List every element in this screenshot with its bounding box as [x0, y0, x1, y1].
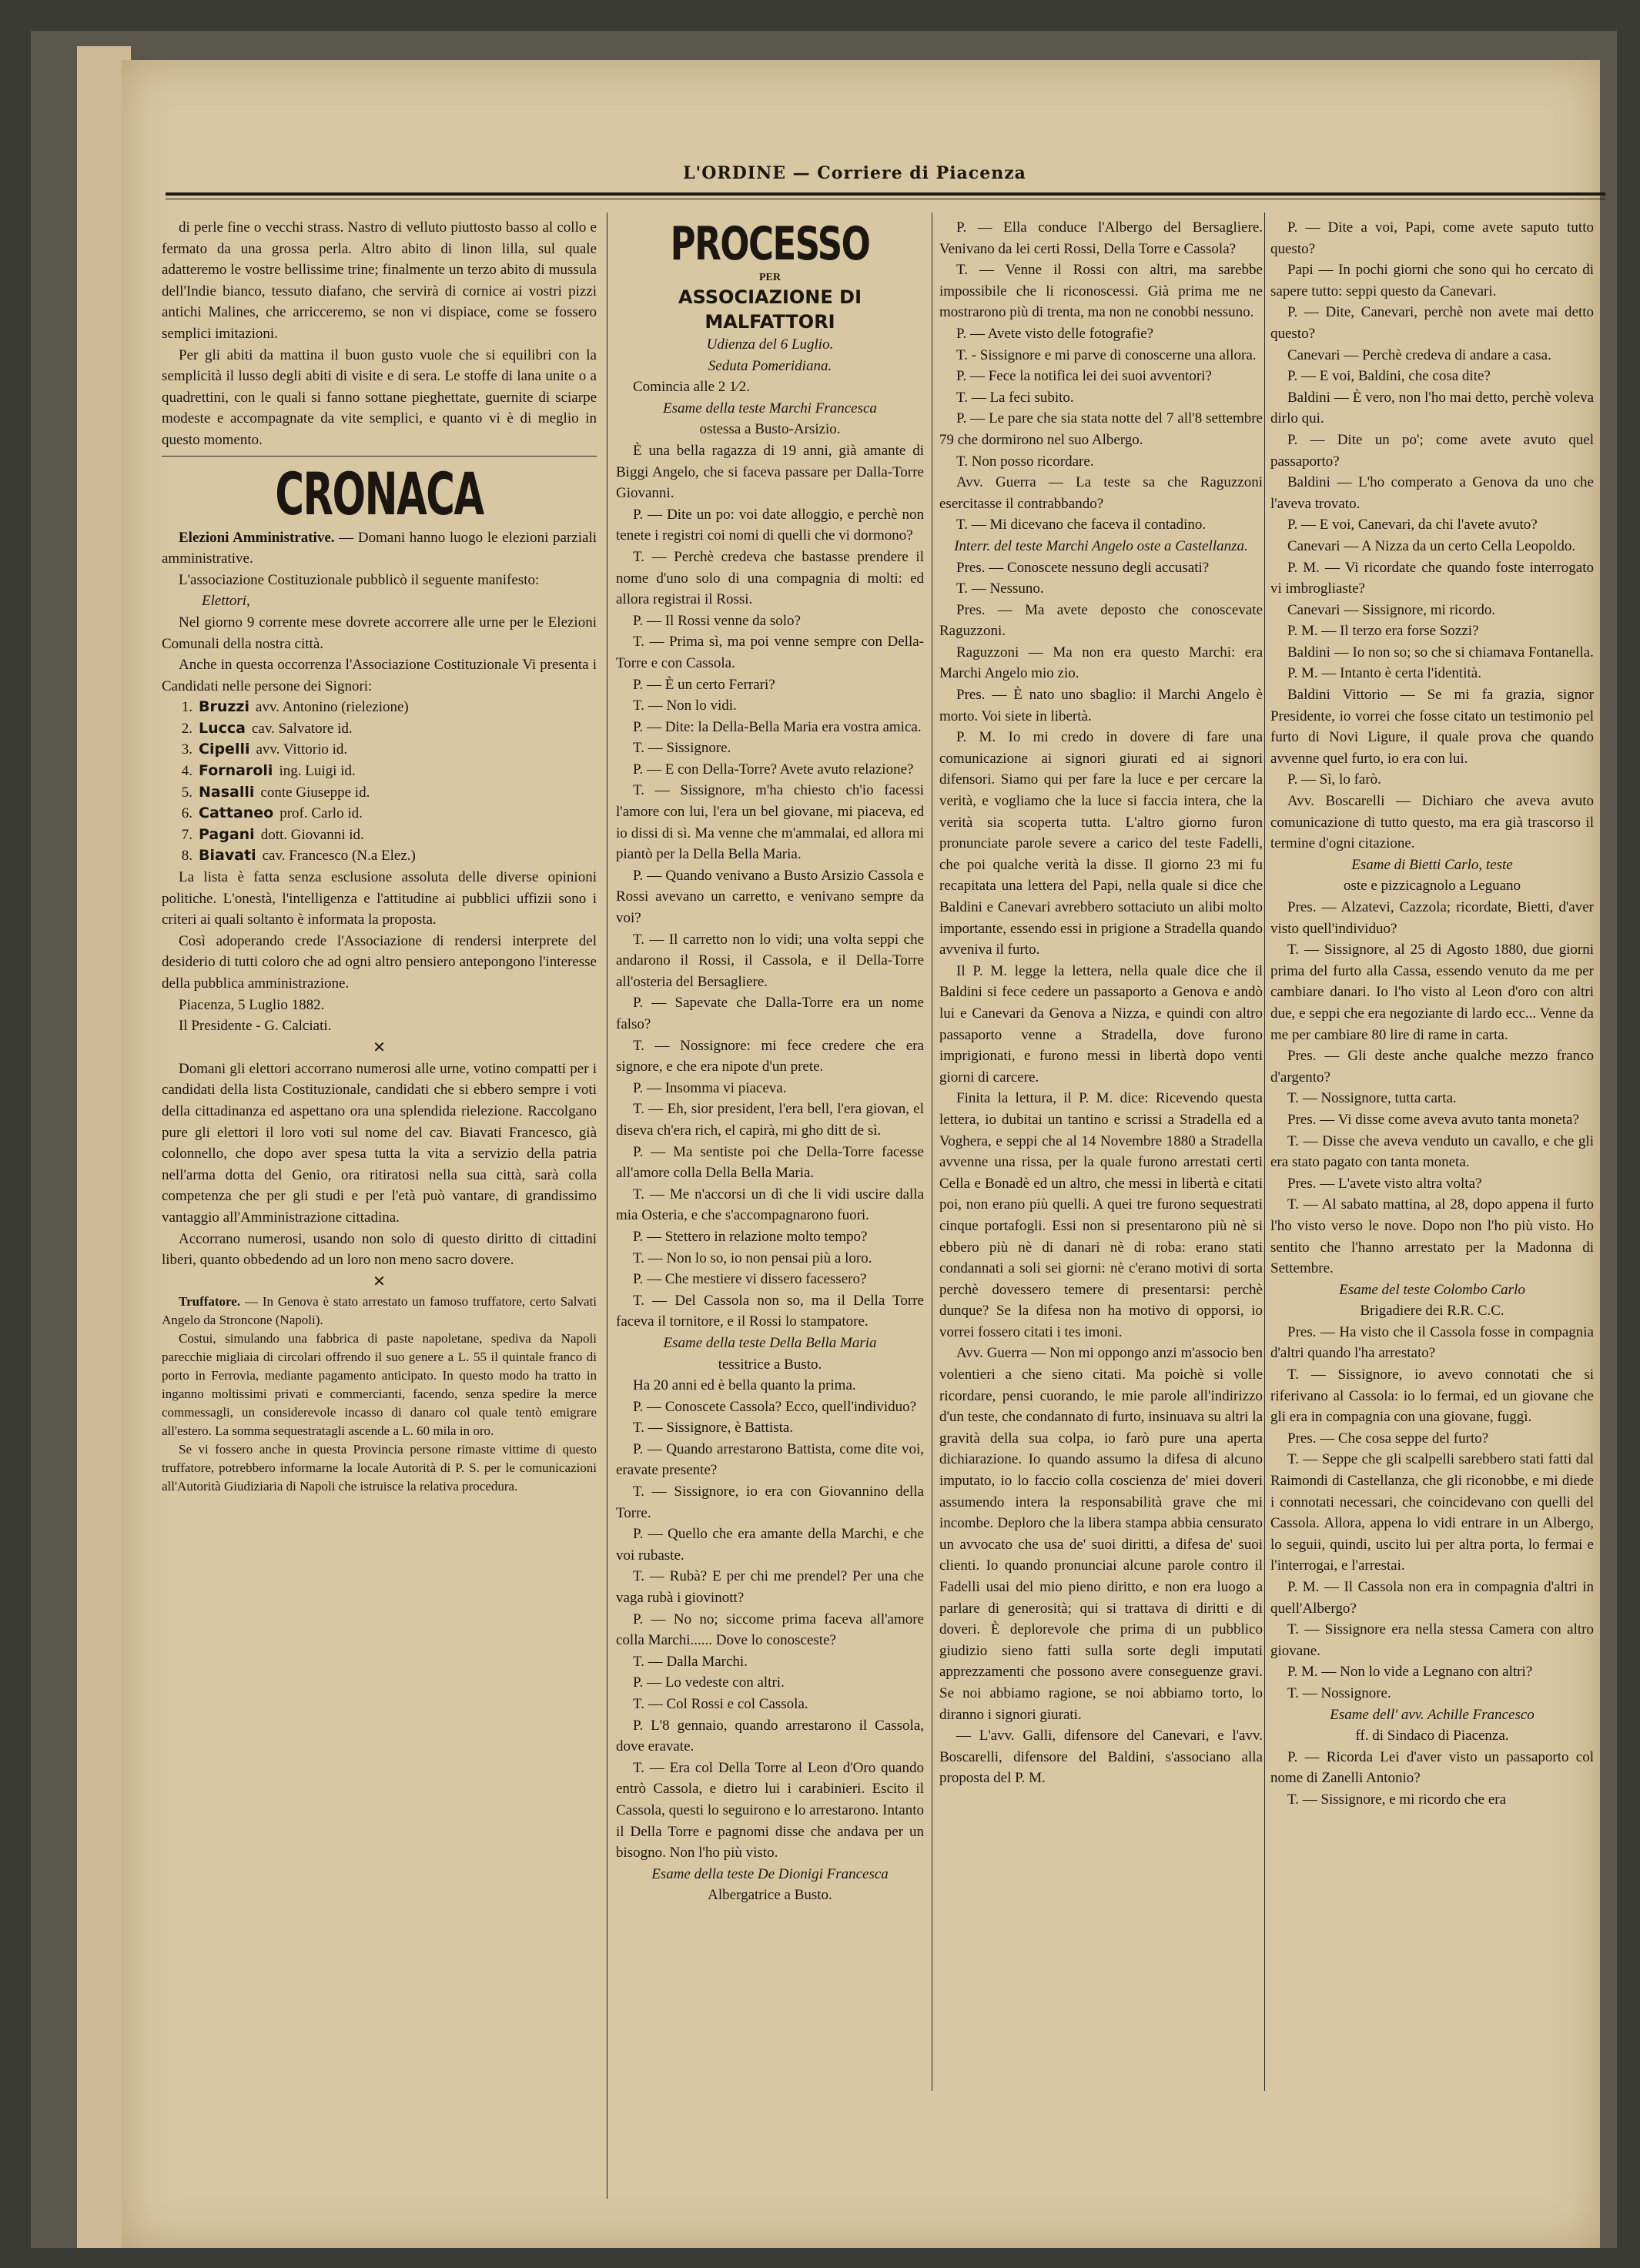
- paragraph: Baldini — Io non so; so che si chiamava Fontanella.: [1287, 644, 1594, 661]
- paragraph: T. — Prima sì, ma poi venne sempre con Della-Torre e con Cassola.: [616, 634, 924, 671]
- paragraph: T. — La feci subito.: [956, 389, 1074, 406]
- elezioni-paragraph: [162, 527, 597, 570]
- truffatore-p2: Costui, simulando una fabbrica di paste napoletane, spediva da Napoli parecchie migliaia di circolari offrendo il suo genere a L. 55 il quintale franco di porto in Ferrovia, mediante pagamento anticipato. In questo modo ha tratto in inganno moltissimi privati e commercianti, facendo, senza spedire la merce commessagli, un considerevole incasso di danaro col quale tentò emigrare all'estero. La somma sequestratagli ascende a L. 60 mila in oro.: [162, 1330, 597, 1438]
- separator-cross: ✕: [373, 1273, 386, 1290]
- paragraph: P. — E voi, Canevari, da chi l'avete avuto?: [1287, 517, 1538, 534]
- candidate-row: [162, 825, 597, 846]
- paragraph: Canevari — Sissignore, mi ricordo.: [1287, 601, 1496, 618]
- separator-cross: ✕: [373, 1039, 386, 1056]
- paragraph: Ha 20 anni ed è bella quanto la prima.: [633, 1377, 856, 1394]
- paragraph: Pres. — Conoscete nessuno degli accusati?: [956, 559, 1210, 576]
- paragraph: P. — Insomma vi piaceva.: [633, 1079, 787, 1096]
- candidate-details: cav. Salvatore id.: [251, 720, 353, 737]
- candidate-row: [162, 697, 597, 718]
- esame-subheading: Brigadiere dei R.R. C.C.: [1360, 1303, 1504, 1320]
- paragraph: T. — Non lo so, io non pensai più a loro.: [633, 1249, 872, 1266]
- paragraph: Per gli abiti da mattina il buon gusto vuole che si equilibri con la semplicità il lusso degli abiti di visite e di sera. Le stoffe di lana unite o a quadrettini, con le quali si fanno sottane pieghettate, guernite di sciarpe modeste e accompagnate da vite semplici, e quanto vi è di meglio in questo momento.: [162, 346, 597, 448]
- comincia: Comincia alle 2 1⁄2.: [633, 379, 750, 396]
- paragraph: P. — Il Rossi venne da solo?: [633, 612, 801, 629]
- testimony-block: [939, 217, 1263, 536]
- candidate-details: cav. Francesco (N.a Elez.): [262, 848, 416, 865]
- paragraph: T. — Sissignore, al 25 di Agosto 1880, due giorni prima del furto alla Cassa, essendo venuto da me per cambiare danari. Io l'ho visto al Leon d'oro con altri due, e seppi che era negoziante di lardo ecc... Venne da me per cambiare 80 lire di rame in carta.: [1270, 942, 1594, 1043]
- accorrano-paragraph: Accorrano numerosi, usando non solo di questo diritto di cittadini liberi, quanto obbedendo ad un loro non meno sacro dovere.: [162, 1230, 597, 1269]
- paragraph: P. — Dite un po: voi date alloggio, e perchè non tenete i registri coi nomi di quelli che vi dormono?: [616, 506, 924, 544]
- manifesto-date: Piacenza, 5 Luglio 1882.: [179, 996, 325, 1013]
- candidate-number: 4.: [181, 763, 192, 780]
- column-3: [939, 217, 1263, 1789]
- paragraph: T. — Sissignore, io avevo connotati che si riferivano al Cassola: io lo fermai, ed un giovane che gli era in compagnia con una giovane, fuggì.: [1270, 1366, 1594, 1426]
- interr-heading: Interr. del teste Marchi Angelo oste a Castellanza.: [954, 537, 1248, 554]
- paragraph: T. — Seppe che gli scalpelli sarebbero stati fatti dal Raimondi di Castellanza, che gli riconobbe, e mi diede i connotati necessari, che coincidevano con quelli del Cassola. Allora, appena lo vidi entrare in un Albergo, lo seguii, quindi, uscito lui per altra porta, lo fermai e l'interrogai, e l'arrestai.: [1270, 1451, 1594, 1574]
- candidate-number: 3.: [181, 741, 192, 758]
- paragraph: T. — Col Rossi e col Cassola.: [633, 1696, 808, 1712]
- paragraph: T. — Nessuno.: [956, 580, 1044, 597]
- column-2: [616, 217, 924, 1906]
- per-label: PER: [759, 272, 781, 283]
- esame-heading: Esame del teste Colombo Carlo: [1339, 1281, 1525, 1298]
- candidate-name: Cattaneo: [199, 805, 274, 822]
- esame-subheading: Albergatrice a Busto.: [708, 1887, 832, 1904]
- paragraph: Canevari — A Nizza da un certo Cella Leopoldo.: [1287, 537, 1576, 554]
- candidate-details: ing. Luigi id.: [279, 763, 356, 780]
- paragraph: P. — Avete visto delle fotografie?: [956, 325, 1154, 342]
- paragraph: T. — Nossignore, tutta carta.: [1287, 1090, 1457, 1107]
- candidate-details: dott. Giovanni id.: [260, 826, 364, 843]
- testimony-block: [616, 440, 924, 1333]
- paragraph: Avv. Guerra — La teste sa che Raguzzoni esercitasse il contrabbando?: [939, 474, 1263, 512]
- paragraph: P. — E voi, Baldini, che cosa dite?: [1287, 368, 1491, 385]
- paragraph: Pres. — L'avete visto altra volta?: [1287, 1175, 1482, 1192]
- elezioni-head: Elezioni Amministrative.: [179, 529, 335, 546]
- udienza: Udienza del 6 Luglio.: [706, 336, 834, 353]
- paragraph: T. — Sissignore, è Battista.: [633, 1420, 794, 1437]
- paragraph: P. — Ma sentiste poi che Della-Torre facesse all'amore colla Della Bella Maria.: [616, 1143, 924, 1182]
- candidate-name: Biavati: [199, 847, 256, 865]
- paragraph: P. — Ella conduce l'Albergo del Bersagliere. Venivano da lei certi Rossi, Della Torre e Cassola?: [939, 219, 1263, 257]
- paragraph: Pres. — Gli deste anche qualche mezzo franco d'argento?: [1270, 1048, 1594, 1085]
- candidate-name: Nasalli: [199, 783, 255, 801]
- paragraph: Papi — In pochi giorni che sono qui ho cercato di sapere tutto: seppi questo da Canevari.: [1270, 262, 1594, 299]
- candidate-number: 8.: [181, 848, 192, 865]
- paragraph: P. — Quando arrestarono Battista, come dite voi, eravate presente?: [616, 1440, 924, 1479]
- paragraph: P. — Dite a voi, Papi, come avete saputo tutto questo?: [1270, 219, 1594, 257]
- fashion-article: [162, 217, 597, 451]
- cronaca-heading: CRONACA: [275, 459, 484, 528]
- paragraph: P. — Dite un po'; come avete avuto quel passaporto?: [1270, 431, 1594, 470]
- paragraph: P. — Le pare che sia stata notte del 7 all'8 settembre 79 che dormirono nel suo Albergo.: [939, 410, 1263, 448]
- masthead-rule: [166, 192, 1605, 196]
- paragraph: T. — Venne il Rossi con altri, ma sarebbe impossibile che li riconoscessi. Già prima me ne mostrarono più di trenta, ma non ne conobbi nessuno.: [939, 262, 1263, 321]
- esame-heading: Esame dell' avv. Achille Francesco: [1330, 1706, 1535, 1723]
- candidate-row: [162, 718, 597, 740]
- paragraph: T. — Mi dicevano che faceva il contadino.: [956, 517, 1207, 534]
- elettori: Elettori,: [202, 593, 250, 610]
- paragraph: P. — Stettero in relazione molto tempo?: [633, 1228, 868, 1245]
- truffatore-p3: Se vi fossero anche in questa Provincia persone rimaste vittime di questo truffatore, potrebbero informarne la locale Autorità di P. S. per le comunicazioni all'Autorità Giudiziaria di Napoli che istruisce la relativa procedura.: [162, 1441, 597, 1494]
- paragraph: P. — Quando venivano a Busto Arsizio Cassola e Rossi avevano un carretto, e venivano sempre da voi?: [616, 867, 924, 927]
- candidate-name: Pagani: [199, 825, 255, 843]
- paragraph: T. — Sissignore.: [633, 740, 731, 757]
- elezioni-text: — Domani hanno luogo le elezioni parziali amministrative.: [162, 529, 597, 567]
- paragraph: T. — Al sabato mattina, al 28, dopo appena il furto l'ho visto verso le nove. Dopo non l'ho più visto. Ho sentito che l'hanno arrestato per la Madonna di Settembre.: [1270, 1196, 1594, 1277]
- testimony-block: [616, 1375, 924, 1864]
- esame-heading: Esame della teste De Dionigi Francesca: [651, 1865, 889, 1882]
- candidate-row: [162, 803, 597, 825]
- candidate-row: [162, 739, 597, 761]
- paragraph: — L'avv. Galli, difensore del Canevari, e l'avv. Boscarelli, difensore del Baldini, s'associano alla proposta del P. M.: [939, 1728, 1263, 1787]
- esame-heading: Esame della teste Marchi Francesca: [663, 400, 877, 416]
- paragraph: T. — Eh, sior president, l'era bell, l'era giovan, el diseva ch'era rich, el capirà, mi gho ditt de sì.: [616, 1101, 924, 1139]
- paragraph: P. M. Io mi credo in dovere di fare una comunicazione ai signori giurati ed ai signori difensori. Siamo qui per fare la luce e per cercare la verità, e vogliamo che la luce si faccia intera, che la verità sia scoperta tutta. L'altro giorno furon pronunciate parole severe a carico del teste Fadelli, che poi qualche verità la disse. Il giorno 23 mi fu recapitata una lettera del Papi, nella quale si dice che Baldini e Canevari avrebbero sottaciuto un alibi molto importante, essendo essi in prigione a Stradella quando avveniva il furto.: [939, 729, 1263, 958]
- candidate-row: [162, 845, 597, 867]
- esame-subheading: tessitrice a Busto.: [718, 1356, 822, 1373]
- testimony-block: [1270, 897, 1594, 1280]
- paragraph: T. — Dalla Marchi.: [633, 1653, 748, 1670]
- paragraph: P. — Dite: la Della-Bella Maria era vostra amica.: [633, 718, 922, 735]
- paragraph: T. — Del Cassola non so, ma il Della Torre faceva il tornitore, e il Rossi lo stampatore.: [616, 1292, 924, 1330]
- paragraph: P. — Che mestiere vi dissero facessero?: [633, 1271, 867, 1288]
- paragraph: T. — Il carretto non lo vidi; una volta seppi che andarono il Rossi, il Cassola, e il Della-Torre all'osteria del Bersagliere.: [616, 931, 924, 990]
- paragraph: P. — Sapevate che Dalla-Torre era un nome falso?: [616, 995, 924, 1032]
- paragraph: Avv. Guerra — Non mi oppongo anzi m'associo ben volentieri a che sieno citati. Ma poichè si volle ricordare, pensi cuorando, le mie parole all'indirizzo d'un teste, che condannato di furto, insinuava su altri la gravità della sua colpa, io farò pure una aperta dichiarazione. Io quando assumo la difesa di alcuno imputato, io lo faccio colla coscienza de' miei doveri assumendo intera la responsabilità grave che mi incombe. Deploro che la libera stampa abbia censurato un avvocato che usa de' suoi diritti, a difesa de' suoi clienti. Io quando pronunciai alcune parole contro il Fadelli usai del mio pieno diritto, e non era luogo a parlare di generosità; qui si trattava di diritti e di doveri. È deplorevole che prima di un pubblico giudizio sieno fatti sulla sorte degli imputati apprezzamenti che possono avere conseguenze gravi. Se noi abbiamo ragione, se noi abbiamo torto, lo diranno i signori giurati.: [939, 1345, 1263, 1723]
- testimony-block: [1270, 1322, 1594, 1704]
- paragraph: È una bella ragazza di 19 anni, già amante di Biggi Angelo, che si faceva passare per Dalla-Torre Giovanni.: [616, 442, 924, 502]
- paragraph: T. — Me n'accorsi un dì che li vidi uscire dalla mia Osteria, e che s'accompagnarono fuori.: [616, 1186, 924, 1224]
- processo-heading: PROCESSO: [670, 217, 870, 271]
- paragraph: Pres. — Alzatevi, Cazzola; ricordate, Bietti, d'aver visto quell'individuo?: [1270, 899, 1594, 937]
- paragraph: T. — Sissignore, e mi ricordo che era: [1287, 1791, 1507, 1808]
- candidate-number: 6.: [181, 805, 192, 822]
- manifesto-p2: Anche in questa occorrenza l'Associazione Costituzionale Vi presenta i Candidati nelle persone dei Signori:: [162, 657, 597, 694]
- esame-heading: Esame della teste Della Bella Maria: [663, 1334, 877, 1351]
- testimony-block: [939, 557, 1263, 1789]
- seduta: Seduta Pomeridiana.: [708, 357, 832, 374]
- truffatore-head: Truffatore.: [179, 1293, 241, 1309]
- paragraph: Pres. — Ha visto che il Cassola fosse in compagnia d'altri quando l'ha arrestato?: [1270, 1323, 1594, 1362]
- column-4: [1270, 217, 1594, 1811]
- paragraph: Baldini — L'ho comperato a Genova da uno che l'aveva trovato.: [1270, 474, 1594, 512]
- candidate-number: 5.: [181, 784, 192, 801]
- candidate-row: [162, 761, 597, 782]
- paragraph: Pres. — Vi disse come aveva avuto tanta moneta?: [1287, 1111, 1579, 1128]
- esame-subheading: ff. di Sindaco di Piacenza.: [1355, 1728, 1509, 1744]
- paragraph: P. M. — Il terzo era forse Sozzi?: [1287, 623, 1479, 640]
- paragraph: P. M. — Il Cassola non era in compagnia d'altri in quell'Albergo?: [1270, 1579, 1594, 1617]
- paragraph: P. — No no; siccome prima faceva all'amore colla Marchi...... Dove lo conosceste?: [616, 1611, 924, 1649]
- paragraph: P. — Ricorda Lei d'aver visto un passaporto col nome di Zanelli Antonio?: [1270, 1748, 1594, 1787]
- masthead: L'ORDINE — Corriere di Piacenza: [683, 163, 1026, 183]
- paragraph: P. M. — Vi ricordate che quando foste interrogato vi imbrogliaste?: [1270, 559, 1594, 597]
- paragraph: T. — Sissignore, io era con Giovannino della Torre.: [616, 1484, 924, 1521]
- candidate-name: Lucca: [199, 719, 246, 737]
- paragraph: Pres. — È nato uno sbaglio: il Marchi Angelo è morto. Voi siete in libertà.: [939, 687, 1263, 724]
- candidate-name: Bruzzi: [199, 698, 250, 716]
- esame-subheading: ostessa a Busto-Arsizio.: [699, 421, 841, 438]
- candidate-details: avv. Antonino (rielezione): [256, 699, 409, 716]
- paragraph: Raguzzoni — Ma non era questo Marchi: era Marchi Angelo mio zio.: [939, 644, 1263, 682]
- paragraph: P. L'8 gennaio, quando arrestarono il Cassola, dove eravate.: [616, 1717, 924, 1755]
- paragraph: Baldini — È vero, non l'ho mai detto, perchè voleva dirlo qui.: [1270, 389, 1594, 427]
- candidate-list: [162, 697, 597, 867]
- testimony-block: [1270, 217, 1594, 855]
- paragraph: Avv. Boscarelli — Dichiaro che aveva avuto comunicazione di tutto questo, ma era già trascorso il termine d'ogni citazione.: [1270, 793, 1594, 852]
- paragraph: P. M. — Non lo vide a Legnano con altri?: [1287, 1664, 1533, 1681]
- paragraph: T. Non posso ricordare.: [956, 453, 1094, 470]
- candidate-number: 2.: [181, 720, 192, 737]
- esame-subheading: oste e pizzicagnolo a Leguano: [1343, 878, 1521, 895]
- candidate-number: 1.: [181, 699, 192, 716]
- column-1: [162, 217, 597, 1496]
- paragraph: P. — Lo vedeste con altri.: [633, 1674, 785, 1691]
- paragraph: T. - Sissignore e mi parve di conoscerne una allora.: [956, 346, 1257, 363]
- paragraph: P. M. — Intanto è certa l'identità.: [1287, 665, 1481, 682]
- truffatore-paragraph: [162, 1293, 597, 1330]
- paragraph: Pres. — Che cosa seppe del furto?: [1287, 1430, 1489, 1447]
- paragraph: T. — Non lo vidi.: [633, 697, 737, 714]
- manifesto-p4: Così adoperando crede l'Associazione di rendersi interprete del desiderio di tutti coloro che ad ogni altro pensiero antepongono l'interesse della pubblica amministrazione.: [162, 932, 597, 992]
- candidate-row: [162, 782, 597, 804]
- paragraph: P. — Quello che era amante della Marchi, e che voi rubaste.: [616, 1526, 924, 1564]
- paragraph: P. — E con Della-Torre? Avete avuto relazione?: [633, 761, 914, 778]
- manifesto-p1: Nel giorno 9 corrente mese dovrete accorrere alle urne per le Elezioni Comunali della nostra città.: [162, 614, 597, 652]
- paragraph: T. — Sissignore era nella stessa Camera con altro giovane.: [1270, 1621, 1594, 1659]
- paragraph: Pres. — Ma avete deposto che conoscevate Raguzzoni.: [939, 601, 1263, 640]
- manifesto-p3: La lista è fatta senza esclusione assoluta delle diverse opinioni politiche. L'onestà, l'intelligenza e l'attitudine ai pubblici uffizii sono i criteri ai quali soltanto è informata la proposta.: [162, 869, 597, 928]
- paragraph: P. — È un certo Ferrari?: [633, 676, 775, 693]
- candidate-name: Cipelli: [199, 741, 250, 758]
- paragraph: T. — Perchè credeva che bastasse prendere il nome d'uno solo di una compagnia di molti: ed allora registrai il Rossi.: [616, 548, 924, 608]
- paragraph: T. — Rubà? E per chi me prendel? Per una che vaga rubà i giovinott?: [616, 1568, 924, 1607]
- manifesto-intro: L'associazione Costituzionale pubblicò il seguente manifesto:: [179, 571, 540, 588]
- processo-subtitle: ASSOCIAZIONE DI MALFATTORI: [678, 286, 862, 333]
- domani-paragraph: Domani gli elettori accorrano numerosi alle urne, votino compatti per i candidati della lista Costituzionale, candidati che si ebbero sempre i voti della cittadinanza ed aspettano ora una splendida rielezione. Raccolgano pure gli elettori il loro voti sul nome del cav. Biavati Francesco, già colonnello, che dopo aver spesa tutta la vita a servizio della patria nell'arma dotta del Genio, ora ritiratosi nella sua città, sarà colla competenza che per gli studi e per l'età può vantare, di grandissimo vantaggio all'Amministrazione cittadina.: [162, 1060, 597, 1226]
- paragraph: Finita la lettura, il P. M. dice: Ricevendo questa lettera, io dubitai un tantino e scrissi a Stradella ed a Voghera, e seppi che al 14 Novembre 1880 a Stradella avvenne una rissa, per la quale furono arrestati certi Cella e Bonadè ed un altro, che messi in libertà e citati poi, non erano più quelli. A quei tre furono sequestrati cinque portafogli. Essi non si presentarono più nè si ebbero più nè di danari nè di roba: erano stati condannati a soli sei giorni: nè c'erano motivi di sorta perchè dovessero temere di presentarsi: perchè dunque? Se la difesa non ha motivo di opporsi, io vorrei fossero citati i tes imoni.: [939, 1090, 1263, 1340]
- paragraph: T. — Nossignore.: [1287, 1684, 1391, 1701]
- paragraph: T. — Disse che aveva venduto un cavallo, e che gli era stato pagato con tanta moneta.: [1270, 1132, 1594, 1171]
- column-divider-3: [1264, 212, 1265, 2091]
- paragraph: T. — Sissignore, m'ha chiesto ch'io facessi l'amore con lui, l'era un bel giovane, mi piaceva, ed io dissi di sì. Ma venne che m'ammalai, ed allora mi piantò per la Della Bella Maria.: [616, 782, 924, 863]
- candidate-number: 7.: [181, 826, 192, 843]
- paragraph: Baldini Vittorio — Se mi fa grazia, signor Presidente, io vorrei che fosse citato un testimonio pel furto di Novi Ligure, il quale prova che quando avvenne quel furto, io era con lui.: [1270, 687, 1594, 767]
- paragraph: Canevari — Perchè credeva di andare a casa.: [1287, 346, 1551, 363]
- truffatore-text: — In Genova è stato arrestato un famoso truffatore, certo Salvati Angelo da Stroncone (Napoli).: [162, 1293, 597, 1327]
- candidate-details: conte Giuseppe id.: [260, 784, 370, 801]
- manifesto-signature: Il Presidente - G. Calciati.: [179, 1018, 332, 1035]
- testimony-block: [1270, 1747, 1594, 1811]
- paragraph: P. — Sì, lo farò.: [1287, 771, 1381, 788]
- paragraph: Il P. M. legge la lettera, nella quale dice che il Baldini si fece cedere un passaporto a Genova e andò lui e Canevari da Genova a Nizza, e quindi con altro passaporto venne a Stradella, dove furono imprigionati, e furono messi in libertà dopo venti giorni di carcere.: [939, 962, 1263, 1085]
- candidate-details: prof. Carlo id.: [279, 805, 363, 822]
- paragraph: P. — Conoscete Cassola? Ecco, quell'individuo?: [633, 1398, 917, 1415]
- paragraph: di perle fine o vecchi strass. Nastro di velluto piuttosto basso al collo e fermato da una grossa perla. Altro abito di linon lilla, sul quale adatteremo le vostre bellissime trine; finalmente un terzo abito di mussula dell'Indie bianco, tessuto diafano, che servirà di cornice ai vostri pizzi antichi Malines, che arricceremo, se non vi dispiace, come se fossero semplici imitazioni.: [162, 219, 597, 342]
- paragraph: T. — Nossignore: mi fece credere che era signore, e che era nipote d'un prete.: [616, 1037, 924, 1075]
- esame-heading: Esame di Bietti Carlo, teste: [1351, 856, 1513, 873]
- candidate-name: Fornaroli: [199, 762, 273, 780]
- candidate-details: avv. Vittorio id.: [256, 741, 348, 758]
- paragraph: T. — Era col Della Torre al Leon d'Oro quando entrò Cassola, e dietro lui i carabinieri. Escito il Cassola, questi lo seguirono e lo arrestarono. Intanto il Della Torre e pagnomi disse che andava per un bisogno. Non l'ho più visto.: [616, 1759, 924, 1862]
- paragraph: P. — Dite, Canevari, perchè non avete mai detto questo?: [1270, 304, 1594, 342]
- paragraph: P. — Fece la notifica lei dei suoi avventori?: [956, 368, 1212, 385]
